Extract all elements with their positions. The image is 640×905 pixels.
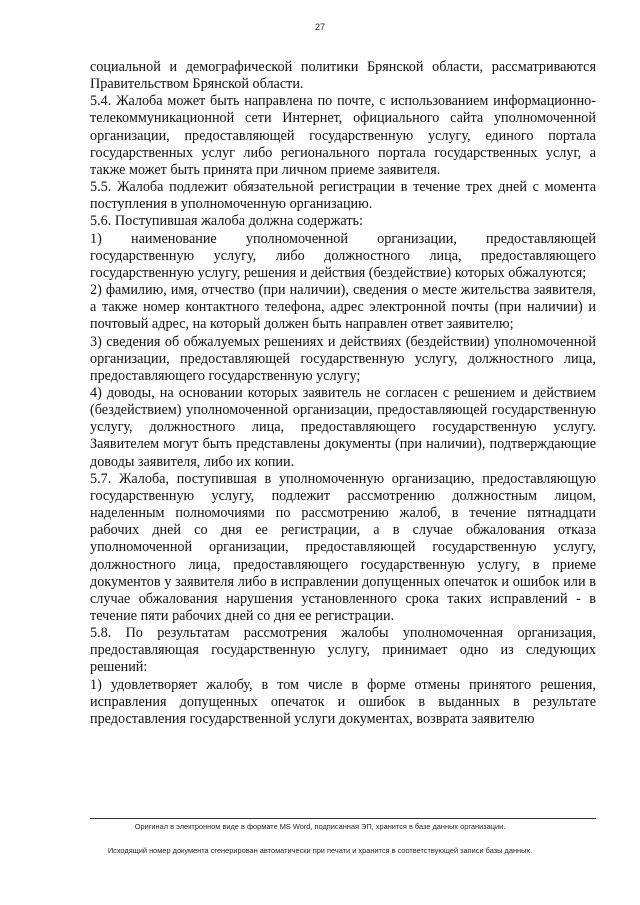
- list-item-1: 1) наименование уполномоченной организации, предоставляющей государственную услугу, либо должностного лица, предоставляющего государственную услугу, решения и действия (бездействие) которых обжалуются;: [90, 230, 596, 281]
- paragraph-5-5: 5.5. Жалоба подлежит обязательной регистрации в течение трех дней с момента поступления в уполномоченную организацию.: [90, 179, 596, 213]
- paragraph-5-4: 5.4. Жалоба может быть направлена по почте, с использованием информационно-телекоммуникационной сети Интернет, официального сайта уполномоченной организации, предоставляющей государственную услугу, единого портала государственных услуг либо регионального портала государственных услуг, а также может быть принята при личном приеме заявителя.: [90, 93, 596, 178]
- list-item-2: 2) фамилию, имя, отчество (при наличии), сведения о месте жительства заявителя, а также номер контактного телефона, адрес электронной почты (при наличии) и почтовый адрес, на который должен быть направлен ответ заявителю;: [90, 282, 596, 333]
- footer-number-note: Исходящий номер документа сгенерирован автоматически при печати и хранится в соответствующей записи базы данных.: [107, 846, 533, 855]
- decision-item-1: 1) удовлетворяет жалобу, в том числе в форме отмены принятого решения, исправления допущенных опечаток и ошибок в выданных в результате предоставления государственной услуги документах, возврата заявителю: [90, 676, 596, 727]
- list-item-3: 3) сведения об обжалуемых решениях и действиях (бездействии) уполномоченной организации, предоставляющей государственную услугу, должностного лица, предоставляющего государственную услугу;: [90, 333, 596, 384]
- page-number: 27: [314, 22, 325, 32]
- paragraph-continuation: социальной и демографической политики Брянской области, рассматриваются Правительством Брянской области.: [90, 59, 596, 93]
- footer-original-note: Оригинал в электронном виде в формате MS Word, подписанная ЭП, хранится в базе данных организации.: [134, 822, 506, 831]
- footer-divider: [90, 818, 596, 819]
- paragraph-5-6: 5.6. Поступившая жалоба должна содержать:: [90, 213, 363, 230]
- paragraph-5-7: 5.7. Жалоба, поступившая в уполномоченную организацию, предоставляющую государственную услугу, подлежит рассмотрению должностным лицом, наделенным полномочиями по рассмотрению жалоб, в течение пятнадцати рабочих дней со дня ее регистрации, а в случае обжалования отказа уполномоченной организации, предоставляющей государственную услугу, должностного лица, предоставляющего государственную услугу, в приеме документов у заявителя либо в исправлении допущенных опечаток и ошибок или в случае обжалования нарушения установленного срока таких исправлений - в течение пяти рабочих дней со дня ее регистрации.: [90, 470, 596, 624]
- document-body: [90, 59, 596, 728]
- list-item-4: 4) доводы, на основании которых заявитель не согласен с решением и действием (бездействием) уполномоченной организации, предоставляющей государственную услугу, должностного лица, предоставляющего государственную услугу. Заявителем могут быть представлены документы (при наличии), подтверждающие доводы заявителя, либо их копии.: [90, 384, 596, 470]
- paragraph-5-8: 5.8. По результатам рассмотрения жалобы уполномоченная организация, предоставляющая государственную услугу, принимает одно из следующих решений:: [90, 625, 596, 676]
